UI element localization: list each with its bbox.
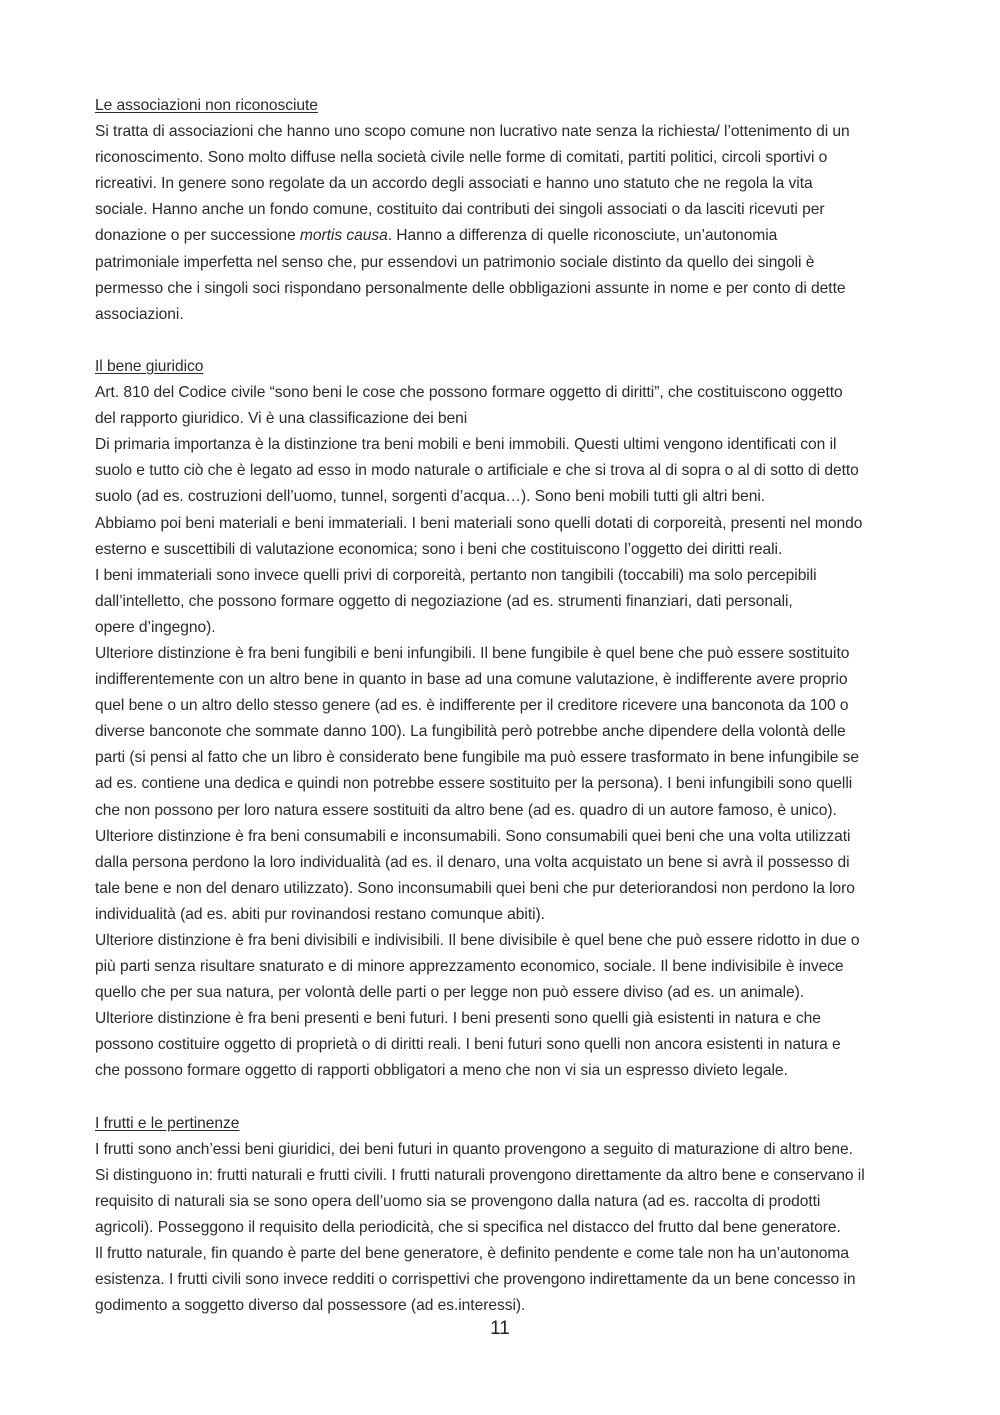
paragraph-line: parti (si pensi al fatto che un libro è considerato bene fungibile ma può essere trasformato in bene infungibile se [95, 749, 860, 767]
paragraph-line: godimento a soggetto diverso dal possessore (ad es.interessi). [95, 1297, 526, 1315]
paragraph-line: quello che per sua natura, per volontà delle parti o per legge non può essere diviso (ad es. un animale). [95, 984, 805, 1002]
paragraph-line: Art. 810 del Codice civile “sono beni le cose che possono formare oggetto di diritti”, che costituiscono oggetto [95, 384, 843, 402]
paragraph-line: associazioni. [95, 305, 184, 323]
paragraph-line: diverse banconote che sommate danno 100). La fungibilità però potrebbe anche dipendere della volontà delle [95, 723, 846, 741]
paragraph-line: dalla persona perdono la loro individualità (ad es. il denaro, una volta acquistato un bene si avrà il possesso di [95, 853, 850, 871]
section-spacer [95, 328, 910, 354]
paragraph-line: Si tratta di associazioni che hanno uno scopo comune non lucrativo nate senza la richiesta/ l’ottenimento di un [95, 123, 850, 141]
section-spacer [95, 1085, 910, 1111]
italic-term: mortis causa [299, 227, 388, 245]
section-heading: Le associazioni non riconosciute [95, 97, 318, 114]
page-number: 11 [490, 1318, 510, 1339]
paragraph-line: dall’intelletto, che possono formare oggetto di negoziazione (ad es. strumenti finanziari, dati personali, [95, 592, 793, 610]
section-bene-giuridico [95, 354, 910, 1085]
paragraph-line: requisito di naturali sia se sono opera dell’uomo sia se provengono dalla natura (ad es. raccolta di prodotti [95, 1192, 821, 1210]
line-text: . Hanno a differenza di quelle riconosciute, un’autonomia [387, 227, 778, 245]
section-heading: I frutti e le pertinenze [95, 1114, 240, 1132]
paragraph-line: del rapporto giuridico. Vi è una classificazione dei beni [95, 410, 468, 428]
paragraph-line: Il frutto naturale, fin quando è parte del bene generatore, è definito pendente e come tale non ha un’autonoma [95, 1245, 849, 1263]
paragraph-line: suolo (ad es. costruzioni dell’uomo, tunnel, sorgenti d’acqua…). Sono beni mobili tutti gli altri beni. [95, 488, 766, 506]
paragraph-line: I frutti sono anch’essi beni giuridici, dei beni futuri in quanto provengono a seguito di maturazione di altro bene. [95, 1140, 853, 1158]
paragraph-line: che possono formare oggetto di rapporti obbligatori a meno che non vi sia un espresso divieto legale. [95, 1062, 788, 1080]
paragraph-line: indifferentemente con un altro bene in quanto in base ad una comune valutazione, è indifferente avere proprio [95, 671, 848, 689]
paragraph-line: sociale. Hanno anche un fondo comune, costituito dai contributi dei singoli associati o da lasciti ricevuti per [95, 201, 825, 219]
section-associazioni [95, 93, 910, 328]
paragraph-line: individualità (ad es. abiti pur rovinandosi restano comunque abiti). [95, 905, 545, 923]
paragraph-line: quel bene o un altro dello stesso genere (ad es. è indifferente per il creditore ricevere una banconota da 100 o [95, 697, 849, 715]
paragraph-line: permesso che i singoli soci rispondano personalmente delle obbligazioni assunte in nome e per conto di dette [95, 279, 846, 297]
paragraph-line: esterno e suscettibili di valutazione economica; sono i beni che costituiscono l’oggetto dei diritti reali. [95, 540, 783, 558]
paragraph-line: Abbiamo poi beni materiali e beni immateriali. I beni materiali sono quelli dotati di corporeità, presenti nel mondo [95, 514, 863, 532]
section-heading: Il bene giuridico [95, 357, 204, 375]
line-text: donazione o per successione [95, 227, 300, 245]
paragraph-line: Ulteriore distinzione è fra beni fungibili e beni infungibili. Il bene fungibile è quel bene che può essere sostituito [95, 644, 850, 662]
paragraph-line: Ulteriore distinzione è fra beni divisibili e indivisibili. Il bene divisibile è quel bene che può essere ridotto in due o [95, 932, 860, 949]
paragraph-line: patrimoniale imperfetta nel senso che, pur essendovi un patrimonio sociale distinto da quello dei singoli è [95, 253, 815, 271]
paragraph-line: tale bene e non del denaro utilizzato). Sono inconsumabili quei beni che pur deteriorandosi non perdono la loro [95, 879, 855, 897]
paragraph-line: riconoscimento. Sono molto diffuse nella società civile nelle forme di comitati, partiti politici, circoli sportivi o [95, 149, 828, 167]
paragraph-line: ricreativi. In genere sono regolate da un accordo degli associati e hanno uno statuto che ne regola la vita [95, 175, 813, 193]
paragraph-line: che non possono per loro natura essere sostituiti da altro bene (ad es. quadro di un autore famoso, è unico). [95, 801, 837, 819]
paragraph-line: suolo e tutto ciò che è legato ad esso in modo naturale o artificiale e che si trova al di sopra o al di sotto di detto [95, 462, 859, 480]
paragraph-line: Si distinguono in: frutti naturali e frutti civili. I frutti naturali provengono direttamente da altro bene e conservano il [95, 1166, 865, 1184]
paragraph-line [95, 223, 910, 249]
paragraph-line: Ulteriore distinzione è fra beni consumabili e inconsumabili. Sono consumabili quei beni che una volta utilizzati [95, 827, 851, 845]
paragraph-line: Ulteriore distinzione è fra beni presenti e beni futuri. I beni presenti sono quelli già esistenti in natura e che [95, 1010, 821, 1028]
paragraph-line: I beni immateriali sono invece quelli privi di corporeità, pertanto non tangibili (toccabili) ma solo percepibili [95, 566, 817, 584]
paragraph-line: opere d’ingegno). [95, 618, 216, 636]
document-page [95, 93, 910, 1319]
section-frutti-pertinenze [95, 1111, 910, 1320]
paragraph-line: più parti senza risultare snaturato e di minore apprezzamento economico, sociale. Il bene indivisibile è invece [95, 958, 844, 976]
paragraph-line: Di primaria importanza è la distinzione tra beni mobili e beni immobili. Questi ultimi vengono identificati con il [95, 436, 837, 454]
paragraph-line: ad es. contiene una dedica e quindi non potrebbe essere sostituito per la persona). I beni infungibili sono quelli [95, 775, 853, 793]
paragraph-line: esistenza. I frutti civili sono invece redditi o corrispettivi che provengono indirettamente da un bene concesso in [95, 1271, 856, 1289]
paragraph-line: possono costituire oggetto di proprietà o di diritti reali. I beni futuri sono quelli non ancora esistenti in natura e [95, 1036, 841, 1054]
paragraph-line: agricoli). Posseggono il requisito della periodicità, che si specifica nel distacco del frutto dal bene generatore. [95, 1219, 841, 1237]
